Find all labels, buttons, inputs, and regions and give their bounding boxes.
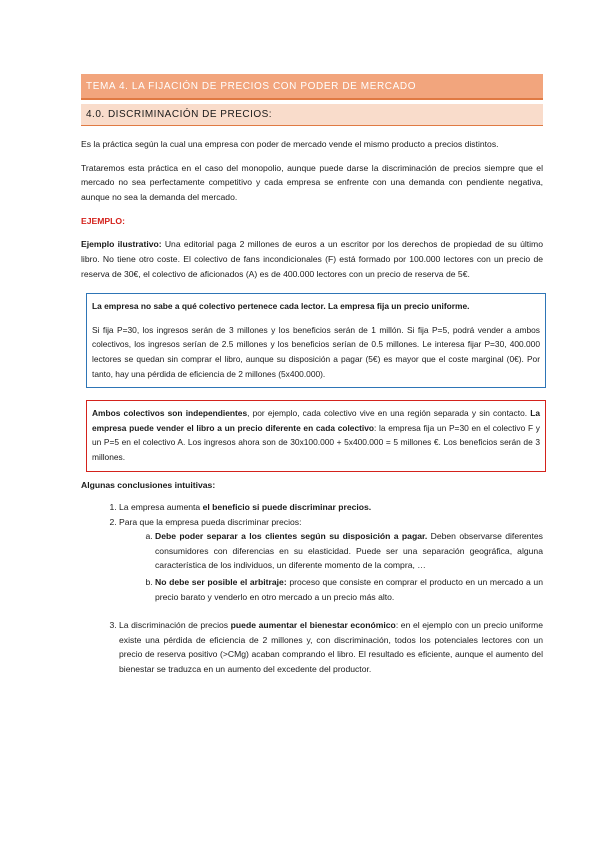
example-paragraph [81, 237, 543, 281]
conclusion-3-text-1: La discriminación de precios [119, 620, 231, 631]
example-text: Una editorial paga 2 millones de euros a un escritor por los derechos de propiedad de su último libro. No tiene otro coste. El colectivo de fans incondicionales (F) está formado por 100.000 lectores con un precio de reserva de 30€, el colectivo de aficionados (A) es de 400.000 lectores con un precio de reserva de 5€. [81, 239, 543, 279]
condition-item-a [155, 529, 543, 573]
condition-item-b [155, 575, 543, 604]
conclusion-3-text-2: : en el ejemplo con un precio uniforme existe una pérdida de eficiencia de 2 millones y, con discriminación, todos los potenciales lectores con un precio de reserva positivo (>CMg) acaban comprando el libro. El resultado es eficiente, aunque el aumento del bienestar se traduzca en un aumento del excedente del productor. [119, 620, 543, 675]
condition-b-bold: No debe ser posible el arbitraje: [155, 577, 287, 588]
conclusion-item-2 [119, 515, 543, 605]
conditions-sublist [119, 529, 543, 604]
section-heading: 4.0. DISCRIMINACIÓN DE PRECIOS: [81, 104, 543, 126]
conclusion-item-1 [119, 500, 543, 515]
discrimination-bold-1: Ambos colectivos son independientes [92, 408, 248, 419]
conclusion-2-text: Para que la empresa pueda discriminar precios: [119, 516, 302, 527]
discrimination-text [92, 406, 540, 464]
intro-paragraph-1: Es la práctica según la cual una empresa con poder de mercado vende el mismo producto a precios distintos. [81, 139, 499, 149]
conclusions-title: Algunas conclusiones intuitivas: [81, 479, 216, 490]
conclusion-1-bold: el beneficio si puede discriminar precios. [202, 502, 372, 513]
uniform-price-lead-text: La empresa no sabe a qué colectivo pertenece cada lector. La empresa fija un precio uniforme. [92, 301, 470, 312]
uniform-price-text: Si fija P=30, los ingresos serán de 3 millones y los beneficios serán de 1 millón. Si fija P=5, podrá vender a ambos colectivos, los ingresos serían de 2.5 millones y los beneficios serían de 0.5 millones. Le interesa fijar P=30, 400.000 lectores se quedan sin comprar el libro, aunque su disposición a pagar (5€) es mayor que el coste marginal (0€). Por tanto, hay una pérdida de eficiencia de 2 millones (5x400.000). [92, 324, 540, 379]
chapter-title: TEMA 4. LA FIJACIÓN DE PRECIOS CON PODER DE MERCADO [81, 74, 543, 100]
condition-b-text: proceso que consiste en comprar el producto en un mercado a un precio barato y venderlo en otro mercado a un precio más alto. [155, 577, 543, 602]
discrimination-box [86, 400, 546, 471]
conclusion-3-bold: puede aumentar el bienestar económico [230, 620, 396, 631]
conclusion-item-3 [119, 618, 543, 676]
example-label: EJEMPLO: [81, 216, 125, 227]
uniform-price-lead [92, 299, 540, 314]
intro-paragraph-2: Trataremos esta práctica en el caso del monopolio, aunque puede darse la discriminación de precios siempre que el mercado no sea perfectamente competitivo y cada empresa se enfrente con una demanda con pendiente negativa, aunque no sea la demanda del mercado. [81, 162, 543, 202]
conclusion-1-text: La empresa aumenta [119, 502, 203, 513]
discrimination-text-1: , por ejemplo, cada colectivo vive en una región separada y sin contacto. [247, 408, 531, 419]
condition-a-text: Deben observarse diferentes consumidores con diferencias en su elasticidad. Puede ser una separación geográfica, alguna característica de los individuos, un diferente momento de la compra, … [155, 531, 543, 571]
uniform-price-box [86, 293, 546, 388]
example-bold-lead: Ejemplo ilustrativo: [81, 239, 162, 250]
discrimination-bold-2: La empresa puede vender el libro a un precio diferente en cada colectivo [92, 408, 540, 433]
document-page [81, 74, 543, 677]
conclusions-list [81, 500, 543, 677]
condition-a-bold: Debe poder separar a los clientes según su disposición a pagar. [155, 531, 428, 542]
discrimination-text-2: : la empresa fija un P=30 en el colectivo F y un P=5 en el colectivo A. Los ingresos ahora son de 30x100.000 + 5x400.000 = 5 millones €. Los beneficios serán de 3 millones. [92, 422, 540, 462]
